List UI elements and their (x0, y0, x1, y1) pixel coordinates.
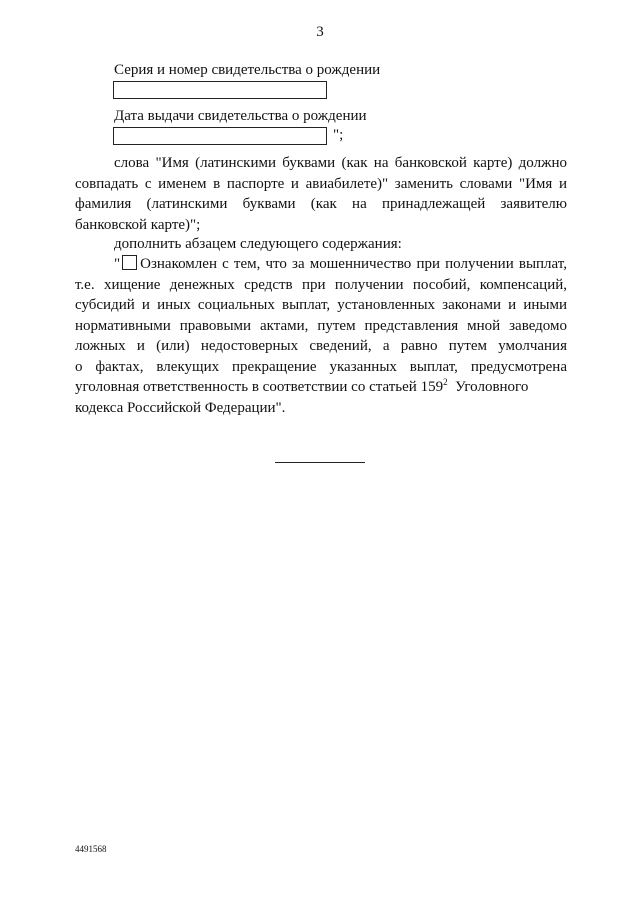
page-number: 3 (316, 24, 324, 40)
paragraph-line: о фактах, влекущих прекращение указанных выплат, предусмотрена (75, 358, 567, 375)
paragraph-line: т.е. хищение денежных средств при получении пособий, компенсаций, (75, 276, 567, 293)
birth-cert-number-label: Серия и номер свидетельства о рождении (114, 62, 381, 78)
birth-cert-date-label: Дата выдачи свидетельства о рождении (114, 108, 367, 124)
article-reference-line (75, 377, 567, 398)
addition-intro (75, 234, 567, 255)
acknowledgement-paragraph (75, 254, 567, 418)
paragraph-line: слова "Имя (латинскими буквами (как на банковской карте) должно (114, 155, 567, 171)
end-divider (275, 462, 365, 463)
article-reference-text: уголовная ответственность в соответствии со статьей 159 (75, 379, 444, 395)
birth-cert-date-field[interactable] (113, 127, 327, 145)
paragraph-line: кодекса Российской Федерации". (75, 399, 286, 416)
paragraph-line: фамилия (латинскими буквами (как на принадлежащей заявителю (75, 196, 567, 212)
paragraph-line: банковской карте)"; (75, 216, 201, 233)
acknowledgement-checkbox[interactable] (122, 255, 137, 270)
paragraph-line: ложных и (или) недостоверных сведений, а равно путем умолчания (75, 338, 567, 354)
opening-quote: " (114, 256, 121, 272)
document-code: 4491568 (75, 844, 107, 854)
birth-cert-number-field[interactable] (113, 81, 327, 99)
replacement-paragraph (75, 153, 567, 235)
paragraph-line: совпадать с именем в паспорте и авиабилете)" заменить словами "Имя и (75, 175, 567, 192)
acknowledgement-first-line (75, 254, 567, 275)
closing-quote-semicolon: "; (333, 127, 344, 143)
paragraph-line: нормативными правовыми актами, путем представления мной заведомо (75, 317, 567, 334)
acknowledgement-text: Ознакомлен с тем, что за мошенничество при получении выплат, (140, 256, 567, 272)
article-reference-tail: Уголовного (455, 379, 529, 395)
paragraph-line: субсидий и иных социальных выплат, установленных законами и иными (75, 297, 567, 313)
article-superscript: 2 (443, 377, 448, 387)
paragraph-line: дополнить абзацем следующего содержания: (114, 236, 402, 252)
